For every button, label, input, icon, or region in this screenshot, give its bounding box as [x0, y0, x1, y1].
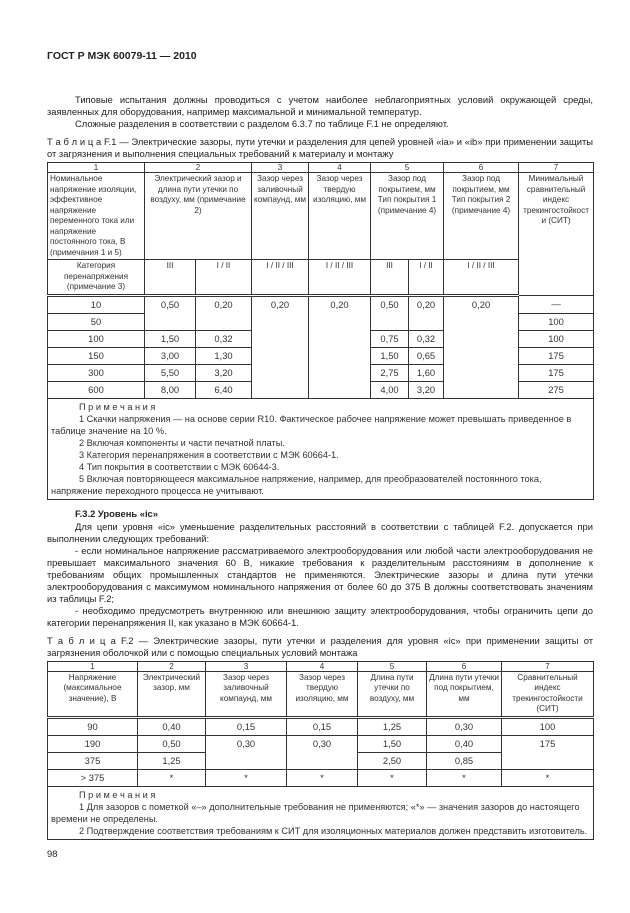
col-number: 7 [519, 163, 594, 173]
table-notes [48, 398, 594, 499]
cell: * [138, 769, 206, 786]
cell: 8,00 [145, 381, 196, 398]
col-header: Напряжение (максимальное значение), В [48, 671, 138, 717]
col-header: Длина пути утечки по воздуху, мм [358, 671, 427, 717]
cell: 0,85 [427, 752, 502, 769]
cell: 175 [502, 735, 594, 769]
section-f32 [47, 508, 593, 629]
cell: 0,15 [287, 717, 358, 735]
note: 1 Для зазоров с пометкой «–» дополнительные требования не применяются; «*» — значения зазоров до настоящего времени не определены. [51, 801, 580, 824]
col-number: 1 [48, 163, 145, 173]
paragraph: Для цепи уровня «ic» уменьшение разделительных расстояний в соответствии с таблицей F.2. допускается при выполнении следующих требований: [47, 520, 593, 544]
notes-row [48, 398, 594, 499]
note: 1 Скачки напряжения — на основе серии R10. Фактическое рабочее напряжение может превышать приведенное в таблице значение на 10 %. [51, 413, 572, 436]
cell: 1,25 [358, 717, 427, 735]
cell: 0,32 [409, 330, 444, 347]
cell: 3,20 [196, 364, 252, 381]
col-header: Номинальное напряжение изоляции, эффективное напряжение переменного тока или напряжение постоянного тока, В (примечания 1 и 5) [48, 173, 145, 260]
table-row [48, 717, 594, 735]
caption-text: F.2 — Электрические зазоры, пути утечки и разделения для уровня «ic» при применении защиты от загрязнения оболочкой или с помощью специальных условий монтажа [47, 634, 593, 658]
cell: > 375 [48, 769, 138, 786]
cell: 0,20 [196, 295, 252, 330]
cell: 375 [48, 752, 138, 769]
cell: 2,50 [358, 752, 427, 769]
cell: — [519, 295, 594, 313]
col-number: 3 [206, 661, 287, 671]
cell: * [502, 769, 594, 786]
cell: 100 [519, 313, 594, 330]
page-number: 98 [47, 847, 58, 859]
col-number: 1 [48, 661, 138, 671]
cell: 190 [48, 735, 138, 752]
cell: 1,50 [358, 735, 427, 752]
cell: 0,50 [145, 295, 196, 330]
col-number: 7 [502, 661, 594, 671]
cell: 50 [48, 313, 145, 330]
col-number-row [48, 163, 594, 173]
cell: 0,50 [371, 295, 409, 330]
category-row [48, 260, 594, 296]
cell: * [427, 769, 502, 786]
cell: 300 [48, 364, 145, 381]
paragraph: - необходимо предусмотреть внутреннюю или внешнюю защиту электрооборудования, чтобы ограничить цепи до категории перенапряжения II, как указано в МЭК 60664-1. [47, 604, 593, 628]
cell: 5,50 [145, 364, 196, 381]
cell: 4,00 [371, 381, 409, 398]
cell: 100 [519, 330, 594, 347]
note: 3 Категория перенапряжения в соответствии с МЭК 60664-1. [79, 449, 339, 460]
cell: 0,30 [206, 735, 287, 769]
table-row [48, 769, 594, 786]
cell: 1,50 [371, 347, 409, 364]
cell: 0,30 [427, 717, 502, 735]
cell: 1,30 [196, 347, 252, 364]
note: 4 Тип покрытия в соответствии с МЭК 60644-3. [79, 461, 280, 472]
category: I / II / III [252, 260, 309, 296]
notes-row [48, 786, 594, 839]
table-row [48, 295, 594, 313]
notes-title: П р и м е ч а н и я [79, 401, 156, 412]
col-number: 6 [427, 661, 502, 671]
cell: 3,00 [145, 347, 196, 364]
col-number: 5 [358, 661, 427, 671]
col-number: 2 [138, 661, 206, 671]
caption-label: Т а б л и ц а [47, 634, 116, 646]
cell: 10 [48, 295, 145, 313]
header-row [48, 671, 594, 717]
col-number-row [48, 661, 594, 671]
note: 5 Включая повторяющееся максимальное напряжение, например, для преобразователей постоянного тока, напряжение переходного процесса не учитывают. [51, 473, 542, 496]
section-title: F.3.2 Уровень «ic» [75, 507, 158, 519]
category: I / II [196, 260, 252, 296]
cell: 0,30 [287, 735, 358, 769]
cell: * [206, 769, 287, 786]
table-f2 [47, 661, 594, 840]
cell: 0,20 [444, 295, 519, 398]
document-header: ГОСТ Р МЭК 60079-11 — 2010 [47, 50, 197, 62]
col-number: 4 [309, 163, 371, 173]
cell: 1,60 [409, 364, 444, 381]
cell: 600 [48, 381, 145, 398]
cell: 0,40 [427, 735, 502, 752]
cell: 175 [519, 364, 594, 381]
category-label: Категория перенапряжения (примечание 3) [48, 260, 145, 296]
cell: 0,50 [138, 735, 206, 752]
cell: 1,50 [145, 330, 196, 347]
col-header: Минимальный сравнительный индекс трекингостойкости (СИТ) [519, 173, 594, 296]
intro-text [47, 94, 593, 130]
note: 2 Включая компоненты и части печатной платы. [79, 437, 285, 448]
cell: 0,32 [196, 330, 252, 347]
paragraph: Сложные разделения в соответствии с разделом 6.3.7 по таблице F.1 не определяют. [75, 118, 449, 129]
col-header: Зазор под покрытием, мм Тип покрытия 2 (примечание 4) [444, 173, 519, 260]
table2-caption [47, 635, 593, 659]
cell: 150 [48, 347, 145, 364]
col-number: 2 [145, 163, 252, 173]
cell: 0,75 [371, 330, 409, 347]
col-header: Зазор через твердую изоляцию, мм [287, 671, 358, 717]
col-header: Зазор через твердую изоляцию, мм [309, 173, 371, 260]
cell: * [287, 769, 358, 786]
category: I / II / III [309, 260, 371, 296]
col-header: Длина пути утечки под покрытием, мм [427, 671, 502, 717]
col-header: Сравнительный индекс трекингостойкости (СИТ) [502, 671, 594, 717]
caption-label: Т а б л и ц а [47, 136, 102, 147]
category: I / II / III [444, 260, 519, 296]
cell: 0,20 [409, 295, 444, 330]
col-number: 6 [444, 163, 519, 173]
table-f1 [47, 162, 594, 500]
col-number: 3 [252, 163, 309, 173]
cell: 90 [48, 717, 138, 735]
col-header: Зазор через заливочный компаунд, мм [252, 173, 309, 260]
col-header: Электрический зазор, мм [138, 671, 206, 717]
cell: 175 [519, 347, 594, 364]
table-row [48, 735, 594, 752]
cell: * [358, 769, 427, 786]
note: 2 Подтверждение соответствия требованиям к СИТ для изоляционных материалов должен представить изготовитель. [79, 825, 588, 836]
table1-caption [47, 136, 593, 160]
paragraph: - если номинальное напряжение рассматриваемого электрооборудования или любой части электрооборудования не превышает максимального значения 60 В, никакие требования к разделительным расстояниям в дополнение к требованиям общих промышленных стандартов не применяются. Электрические зазоры и длина пути утечки электрооборудования с максимумом номинального напряжения от более 60 до 375 В должны соответствовать значениям из таблицы F.2; [47, 544, 593, 604]
cell: 0,20 [252, 295, 309, 398]
notes-title: П р и м е ч а н и я [79, 789, 156, 800]
cell: 2,75 [371, 364, 409, 381]
cell: 3,20 [409, 381, 444, 398]
col-header: Электрический зазор и длина пути утечки по воздуху, мм (примечание 2) [145, 173, 252, 260]
col-header: Зазор под покрытием, мм Тип покрытия 1 (примечание 4) [371, 173, 444, 260]
cell: 0,20 [309, 295, 371, 398]
category: III [371, 260, 409, 296]
cell: 100 [502, 717, 594, 735]
cell: 6,40 [196, 381, 252, 398]
cell: 275 [519, 381, 594, 398]
col-number: 5 [371, 163, 444, 173]
header-row [48, 173, 594, 260]
cell: 1,25 [138, 752, 206, 769]
caption-text: F.1 — Электрические зазоры, пути утечки и разделения для цепей уровней «ia» и «ib» при применении защиты от загрязнения и выполнения специальных требований к материалу и монтажу [47, 136, 594, 159]
category: III [145, 260, 196, 296]
table-notes [48, 786, 594, 839]
col-number: 4 [287, 661, 358, 671]
category: I / II [409, 260, 444, 296]
cell: 0,40 [138, 717, 206, 735]
cell: 0,15 [206, 717, 287, 735]
paragraph: Типовые испытания должны проводиться с учетом наиболее неблагоприятных условий окружающей среды, заявленных для оборудования, например максимальной и минимальной температур. [47, 94, 593, 117]
cell: 0,65 [409, 347, 444, 364]
col-header: Зазор через заливочный компаунд, мм [206, 671, 287, 717]
cell: 100 [48, 330, 145, 347]
